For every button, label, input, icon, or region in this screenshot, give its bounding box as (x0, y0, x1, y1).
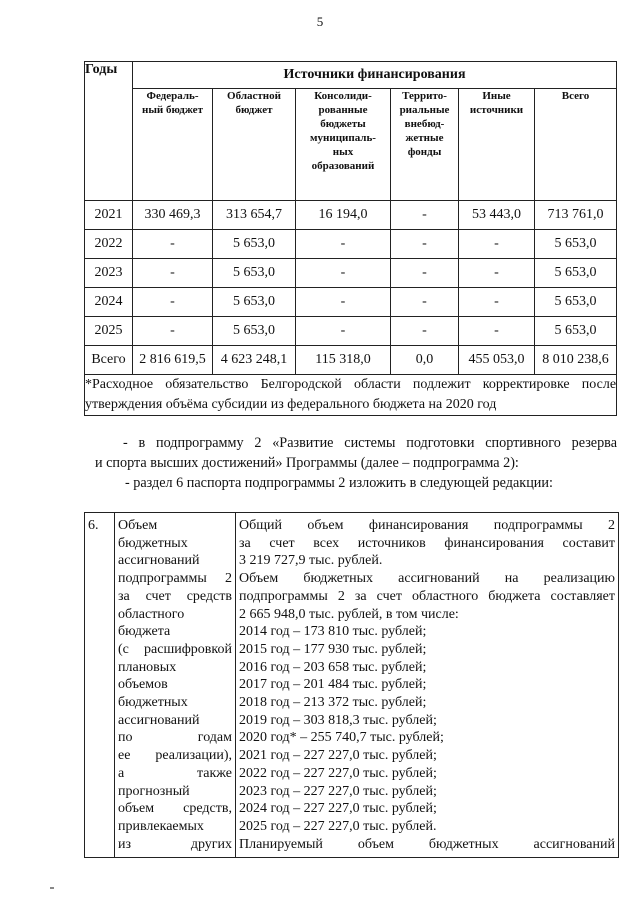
section-label (115, 513, 236, 858)
table-cell: - (391, 288, 459, 317)
label-line: из других (118, 836, 232, 852)
row-year: 2025 (85, 317, 133, 346)
table-cell: - (391, 317, 459, 346)
content-line: 2014 год – 173 810 тыс. рублей; (239, 624, 427, 640)
table-cell: 53 443,0 (459, 201, 535, 230)
table-cell: - (459, 259, 535, 288)
table-cell: - (133, 230, 213, 259)
label-line: а также (118, 765, 232, 781)
table-cell: 2 816 619,5 (133, 346, 213, 375)
table-cell: 313 654,7 (213, 201, 296, 230)
table-cell: - (133, 259, 213, 288)
table-cell: 0,0 (391, 346, 459, 375)
table-cell: - (133, 288, 213, 317)
content-line: Объем бюджетных ассигнований на реализацию (239, 571, 615, 587)
row-year: Всего (85, 346, 133, 375)
row-year: 2023 (85, 259, 133, 288)
content-line: 2019 год – 303 818,3 тыс. рублей; (239, 712, 437, 728)
table-cell: 455 053,0 (459, 346, 535, 375)
label-line: бюджетных (118, 535, 188, 551)
label-line: областного (118, 606, 185, 622)
content-line: 2015 год – 177 930 тыс. рублей; (239, 641, 427, 657)
table-cell: - (391, 201, 459, 230)
financing-table (84, 61, 617, 416)
label-line: подпрограммы 2 (118, 571, 232, 587)
label-line: ее реализации), (118, 748, 232, 764)
table-cell: 16 194,0 (296, 201, 391, 230)
label-line: бюджета (118, 624, 171, 640)
table-cell: - (296, 259, 391, 288)
table-cell: 5 653,0 (213, 259, 296, 288)
table-cell: - (391, 259, 459, 288)
subheader-2: Областной бюджет (213, 89, 296, 201)
content-line: Планируемый объем бюджетных ассигнований (239, 836, 615, 852)
label-line: привлекаемых (118, 818, 204, 834)
table-row (85, 317, 617, 346)
table-cell: 8 010 238,6 (535, 346, 617, 375)
table-cell: 5 653,0 (535, 259, 617, 288)
table-cell: - (296, 230, 391, 259)
label-line: ассигнований (118, 712, 200, 728)
table-cell: - (459, 288, 535, 317)
content-line: 2018 год – 213 372 тыс. рублей; (239, 695, 427, 711)
paragraph-subprogram-2-line1: - в подпрограмму 2 «Развитие системы подготовки спортивного резерва (123, 435, 617, 451)
page-number: 5 (316, 14, 324, 29)
row-year: 2022 (85, 230, 133, 259)
subheader-3: Консолиди- рованные бюджеты муниципаль- ных образований (296, 89, 391, 201)
table-cell: - (391, 230, 459, 259)
content-line: 2020 год* – 255 740,7 тыс. рублей; (239, 730, 444, 746)
subheader-4: Террито- риальные внебюд- жетные фонды (391, 89, 459, 201)
row-year: 2024 (85, 288, 133, 317)
paragraph-subprogram-2-line2: и спорта высших достижений» Программы (далее – подпрограмма 2): (95, 455, 519, 471)
label-line: бюджетных (118, 695, 188, 711)
table-cell: 330 469,3 (133, 201, 213, 230)
label-line: прогнозный (118, 783, 190, 799)
table-cell: - (296, 317, 391, 346)
table-cell: 5 653,0 (213, 317, 296, 346)
section-number: 6. (85, 513, 115, 858)
section-6-table (84, 512, 619, 858)
table-cell: - (459, 230, 535, 259)
label-line: объем средств, (118, 801, 232, 817)
label-line: по годам (118, 730, 232, 746)
content-line: 2021 год – 227 227,0 тыс. рублей; (239, 748, 437, 764)
content-line: Общий объем финансирования подпрограммы 2 (239, 518, 615, 533)
table-cell: 115 318,0 (296, 346, 391, 375)
content-line: 2025 год – 227 227,0 тыс. рублей. (239, 818, 437, 834)
label-line: плановых (118, 659, 177, 675)
label-line: за счет средств (118, 588, 232, 604)
content-line: 2022 год – 227 227,0 тыс. рублей; (239, 765, 437, 781)
table-row (85, 346, 617, 375)
content-line: 2024 год – 227 227,0 тыс. рублей; (239, 801, 437, 817)
table-row (85, 288, 617, 317)
table-cell: 5 653,0 (213, 230, 296, 259)
table-cell: 5 653,0 (535, 317, 617, 346)
label-line: объемов (118, 677, 168, 693)
content-line: за счет всех источников финансирования составит (239, 535, 615, 551)
subheader-6: Всего (535, 89, 617, 201)
table-row (85, 201, 617, 230)
table-row (85, 259, 617, 288)
table-footnote: *Расходное обязательство Белгородской области подлежит корректировке после утверждения объёма субсидии из федерального бюджета на 2020 год (85, 375, 617, 416)
header-sources: Источники финансирования (133, 62, 617, 89)
table-cell: 5 653,0 (535, 288, 617, 317)
label-line: Объем (118, 518, 158, 533)
content-line: 2016 год – 203 658 тыс. рублей; (239, 659, 427, 675)
label-line: (с расшифровкой (118, 641, 232, 657)
table-cell: 5 653,0 (535, 230, 617, 259)
section-content (236, 513, 619, 858)
paragraph-section-6: - раздел 6 паспорта подпрограммы 2 изложить в следующей редакции: (125, 475, 553, 491)
header-years: Годы (85, 62, 133, 201)
table-cell: - (133, 317, 213, 346)
scan-mark (50, 887, 54, 889)
content-line: 2023 год – 227 227,0 тыс. рублей; (239, 783, 437, 799)
table-cell: - (296, 288, 391, 317)
content-line: 2017 год – 201 484 тыс. рублей; (239, 677, 427, 693)
content-line: 3 219 727,9 тыс. рублей. (239, 553, 383, 569)
label-line: ассигнований (118, 553, 200, 569)
table-cell: 4 623 248,1 (213, 346, 296, 375)
table-row (85, 230, 617, 259)
row-year: 2021 (85, 201, 133, 230)
table-cell: 713 761,0 (535, 201, 617, 230)
table-cell: - (459, 317, 535, 346)
content-line: подпрограммы 2 за счет областного бюджета составляет (239, 588, 615, 604)
table-cell: 5 653,0 (213, 288, 296, 317)
subheader-5: Иные источники (459, 89, 535, 201)
subheader-1: Федераль- ный бюджет (133, 89, 213, 201)
content-line: 2 665 948,0 тыс. рублей, в том числе: (239, 606, 459, 622)
